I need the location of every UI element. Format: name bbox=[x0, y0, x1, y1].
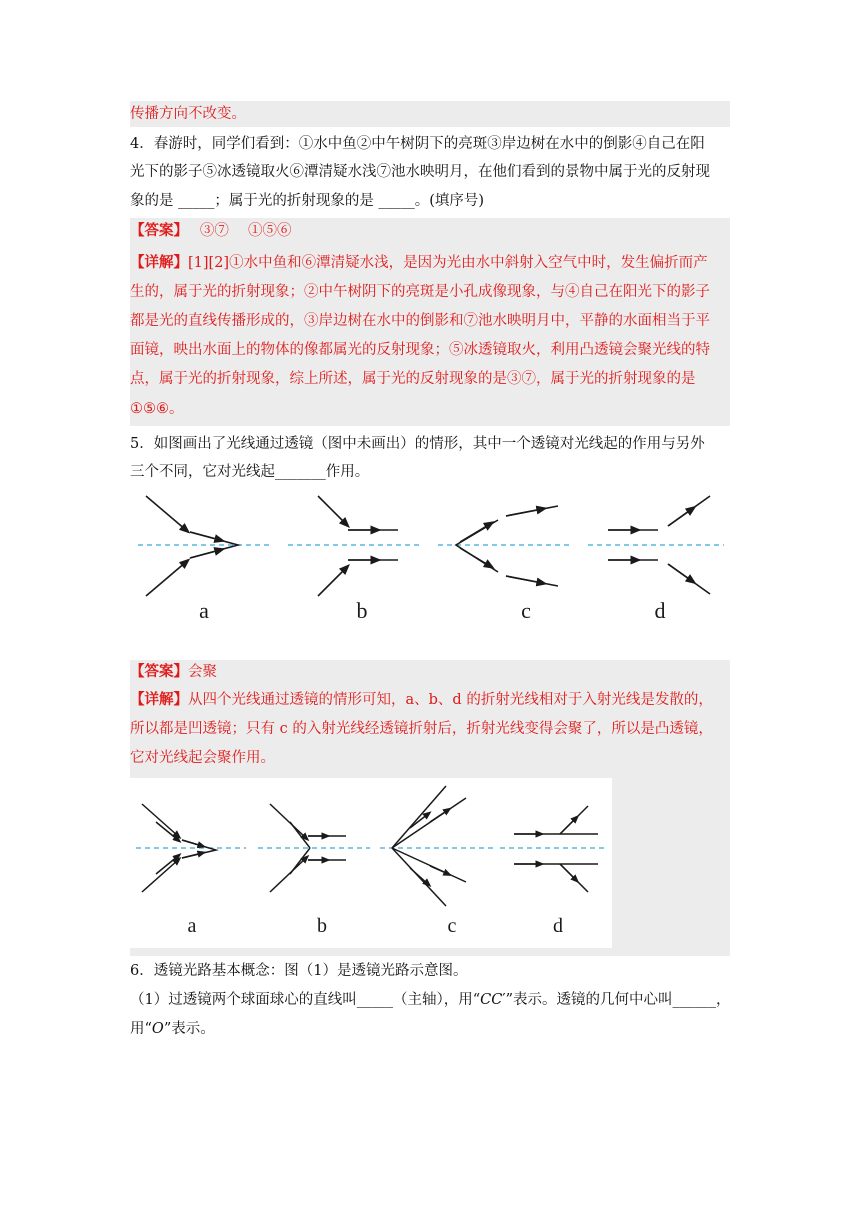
q4-answer bbox=[130, 221, 730, 241]
q5-question-line-1: 5．如图画出了光线通过透镜（图中未画出）的情形，其中一个透镜对光线起的作用与另外 bbox=[130, 436, 705, 452]
fig-label-a: a bbox=[199, 598, 209, 623]
q5-ray-figure bbox=[130, 486, 730, 626]
answer-fig-label-b: b bbox=[317, 915, 327, 937]
q5-detail-line-3: 它对光线起会聚作用。 bbox=[130, 750, 275, 766]
q4-detail-line-5: 点，属于光的折射现象，综上所述，属于光的反射现象的是③⑦，属于光的折射现象的是 bbox=[130, 371, 696, 387]
q4-question-line-1: 4．春游时，同学们看到：①水中鱼②中午树阴下的亮斑③岸边树在水中的倒影④自己在阳 bbox=[130, 136, 705, 152]
q6-center-symbol: O bbox=[151, 1021, 164, 1037]
answer-fig-label-d: d bbox=[553, 915, 563, 937]
q6-question-line-2 bbox=[130, 990, 730, 1010]
q6-text-b: ′”表示。透镜的几何中心叫______， bbox=[502, 992, 731, 1008]
q6-text-a: （1）过透镜两个球面球心的直线叫_____（主轴），用“ bbox=[130, 992, 481, 1008]
detail-label: 【详解】 bbox=[130, 254, 188, 271]
q6-text-c: 用“ bbox=[130, 1021, 152, 1037]
answer-text: 会聚 bbox=[188, 664, 217, 680]
q4-question-line-3: 象的是 _____；属于光的折射现象的是 _____。(填序号) bbox=[130, 193, 485, 209]
ray-diagram-c bbox=[456, 506, 558, 586]
answer-fig-label-c: c bbox=[447, 915, 457, 937]
answer-ray-diagram-c bbox=[392, 786, 466, 906]
detail-text: [1][2]①水中鱼和⑥潭清疑水浅，是因为光由水中斜射入空气中时，发生偏折而产 bbox=[188, 255, 708, 271]
q4-detail-line-4: 面镜，映出水面上的物体的像都属光的反射现象；⑤冰透镜取火，利用凸透镜会聚光线的特 bbox=[130, 342, 710, 358]
q4-detail-line-3: 都是光的直线传播形成的，③岸边树在水中的倒影和⑦池水映明月中，平静的水面相当于平 bbox=[130, 313, 710, 329]
fig-label-d: d bbox=[654, 598, 666, 623]
answer-ray-diagram-a bbox=[142, 804, 216, 892]
q4-detail-line-1 bbox=[130, 253, 730, 273]
fig-label-c: c bbox=[521, 598, 531, 623]
q4-detail-line-6: ①⑤⑥。 bbox=[130, 401, 184, 417]
q6-axis-symbol: CC bbox=[480, 992, 503, 1008]
answer-label: 【答案】 bbox=[130, 222, 181, 239]
fig-label-b: b bbox=[356, 598, 368, 623]
q5-detail-line-1 bbox=[130, 690, 730, 710]
answer-ray-diagram-d bbox=[514, 806, 598, 892]
q6-question-line-3 bbox=[130, 1019, 730, 1039]
ray-diagram-a bbox=[146, 496, 238, 596]
q4-detail-line-2: 生的，属于光的折射现象；②中午树阴下的亮斑是小孔成像现象，与④自己在阳光下的影子 bbox=[130, 284, 710, 300]
q5-answer bbox=[130, 662, 730, 682]
answer-fig-label-a: a bbox=[187, 915, 197, 937]
detail-text: 从四个光线通过透镜的情形可知，a、b、d 的折射光线相对于入射光线是发散的， bbox=[188, 692, 713, 708]
detail-label: 【详解】 bbox=[130, 691, 188, 708]
q3-detail-tail: 传播方向不改变。 bbox=[130, 106, 246, 122]
q6-text-d: ”表示。 bbox=[163, 1021, 215, 1037]
q6-question-line-1: 6．透镜光路基本概念：图（1）是透镜光路示意图。 bbox=[130, 963, 468, 979]
q5-answer-ray-figure bbox=[130, 778, 612, 948]
answer-text: ③⑦ ①⑤⑥ bbox=[180, 223, 292, 239]
ray-diagram-b bbox=[318, 496, 398, 596]
q4-question-line-2: 光下的影子⑤冰透镜取火⑥潭清疑水浅⑦池水映明月，在他们看到的景物中属于光的反射现 bbox=[130, 164, 710, 180]
q5-detail-line-2: 所以都是凹透镜；只有 c 的入射光线经透镜折射后，折射光线变得会聚了，所以是凸透镜， bbox=[130, 721, 713, 737]
answer-label: 【答案】 bbox=[130, 663, 188, 680]
q5-question-line-2: 三个不同，它对光线起_______作用。 bbox=[130, 464, 370, 480]
ray-diagram-d bbox=[608, 496, 710, 594]
